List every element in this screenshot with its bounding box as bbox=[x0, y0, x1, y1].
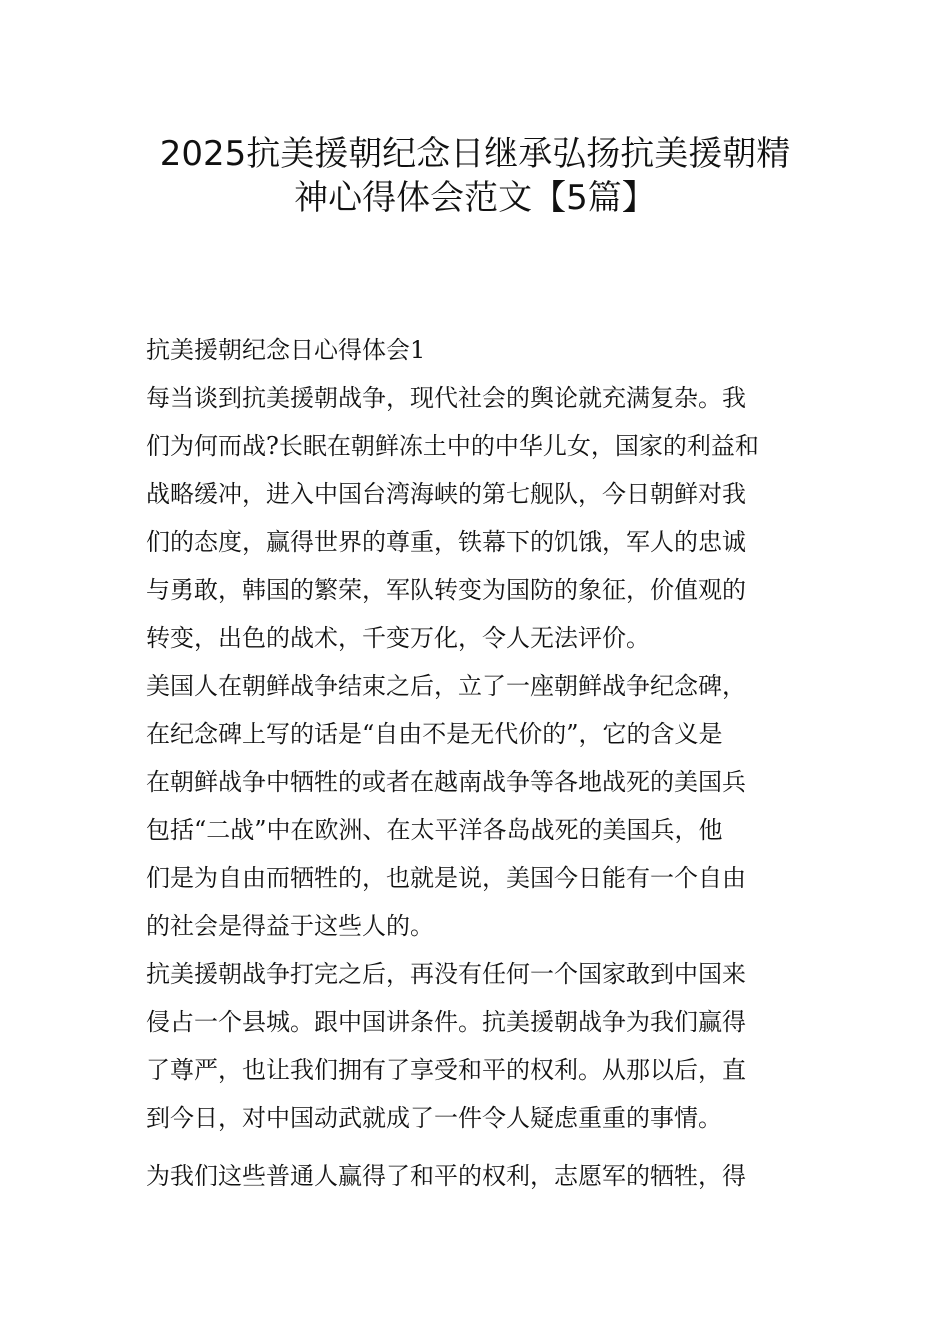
paragraph-line: 了尊严，也让我们拥有了享受和平的权利。从那以后，直 bbox=[146, 1056, 746, 1084]
paragraph-line: 的社会是得益于这些人的。 bbox=[146, 912, 434, 940]
section-heading: 抗美援朝纪念日心得体会1 bbox=[146, 336, 426, 364]
paragraph-line: 在朝鲜战争中牺牲的或者在越南战争等各地战死的美国兵 bbox=[146, 768, 746, 796]
document-title-line-1: 2025抗美援朝纪念日继承弘扬抗美援朝精 bbox=[159, 134, 791, 174]
paragraph-line: 与勇敢，韩国的繁荣，军队转变为国防的象征，价值观的 bbox=[146, 576, 746, 604]
paragraph-line: 战略缓冲，进入中国台湾海峡的第七舰队，今日朝鲜对我 bbox=[146, 480, 746, 508]
paragraph-line: 们的态度，赢得世界的尊重，铁幕下的饥饿，军人的忠诚 bbox=[146, 528, 746, 556]
paragraph-line: 在纪念碑上写的话是“自由不是无代价的”，它的含义是 bbox=[146, 720, 723, 748]
paragraph-line: 每当谈到抗美援朝战争，现代社会的舆论就充满复杂。我 bbox=[146, 384, 746, 412]
paragraph-line: 美国人在朝鲜战争结束之后，立了一座朝鲜战争纪念碑， bbox=[146, 672, 746, 700]
paragraph-line: 们为何而战?长眠在朝鲜冻土中的中华儿女，国家的利益和 bbox=[146, 432, 759, 460]
paragraph-line: 转变，出色的战术，千变万化，令人无法评价。 bbox=[146, 624, 650, 652]
document-title-line-2: 神心得体会范文【5篇】 bbox=[294, 178, 656, 218]
paragraph-line: 侵占一个县城。跟中国讲条件。抗美援朝战争为我们赢得 bbox=[146, 1008, 746, 1036]
paragraph-line: 为我们这些普通人赢得了和平的权利，志愿军的牺牲，得 bbox=[146, 1162, 746, 1190]
paragraph-line: 到今日，对中国动武就成了一件令人疑虑重重的事情。 bbox=[146, 1104, 722, 1132]
paragraph-line: 包括“二战”中在欧洲、在太平洋各岛战死的美国兵，他 bbox=[146, 816, 723, 844]
paragraph-line: 们是为自由而牺牲的，也就是说，美国今日能有一个自由 bbox=[146, 864, 746, 892]
paragraph-line: 抗美援朝战争打完之后，再没有任何一个国家敢到中国来 bbox=[146, 960, 746, 988]
